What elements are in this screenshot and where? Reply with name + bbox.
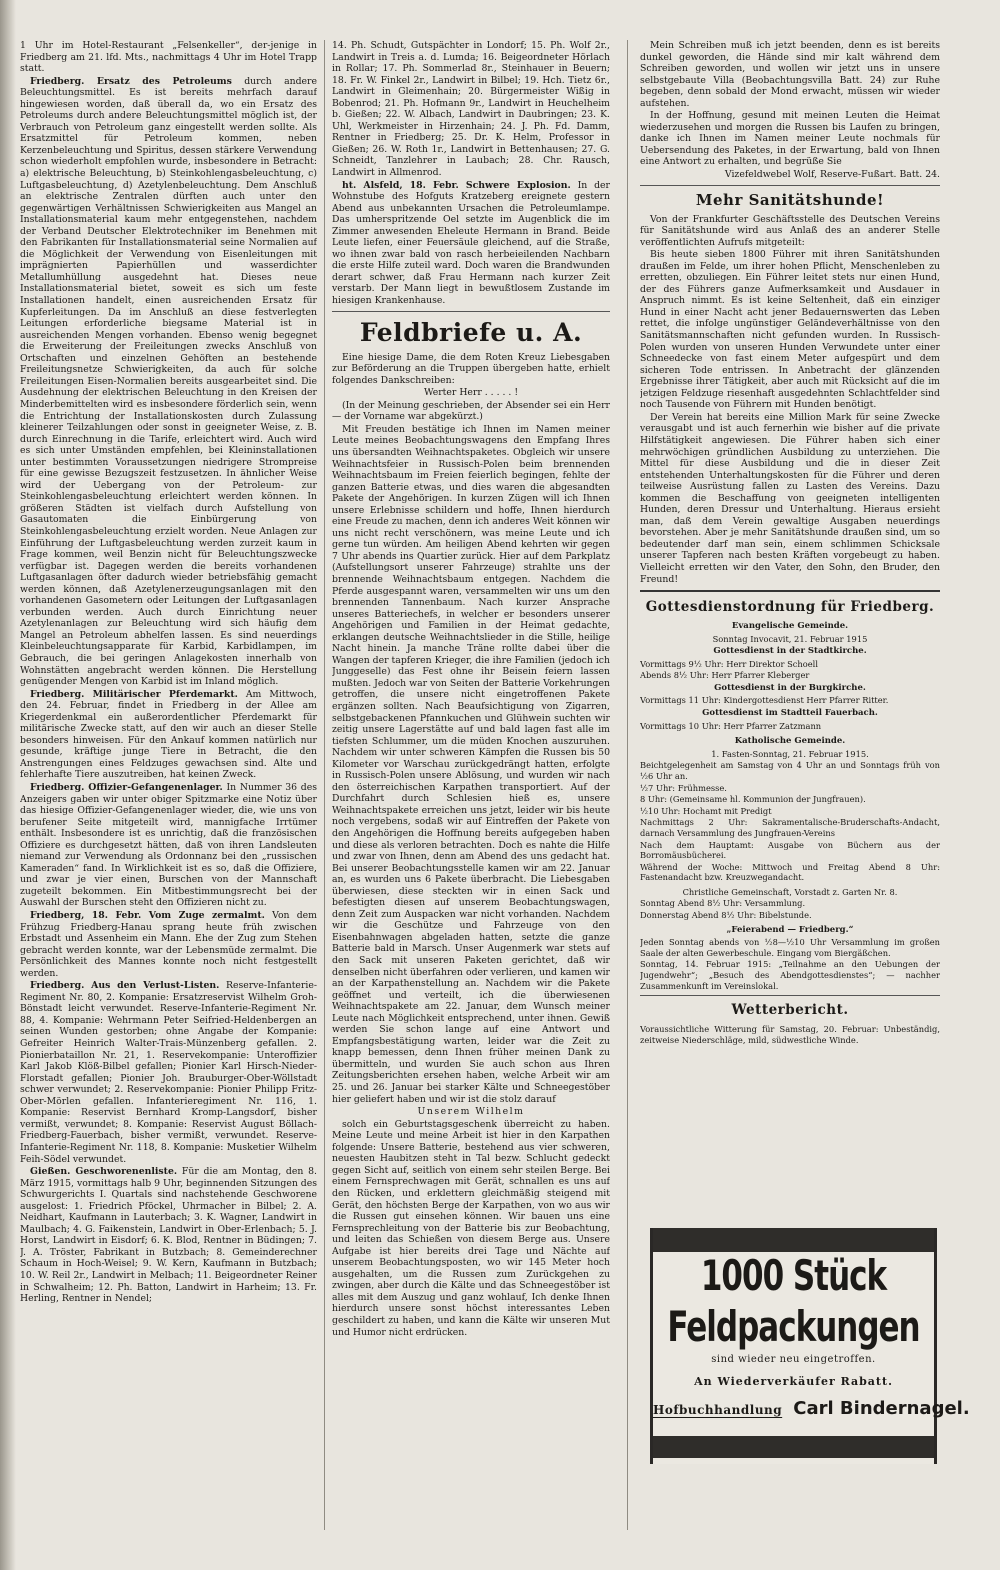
article-explosion-head: ht. Alsfeld, 18. Febr. Schwere Explosion.: [342, 179, 571, 191]
sanitaetshunde-body-3: Der Verein hat bereits eine Million Mark für seine Zwecke verausgabt und ist auch fernerhin wie bisher auf die private Hilfstätigkeit angewiesen. Die Führer haben sich einer mehrwöchigen gründlichen Ausbildung zu unterziehen. Die Mittel für diese Ausbildung und die in dieser Zeit entstehenden Unterhaltungskosten für die Führer und deren teilweise Ausrüstung fallen zu Lasten des Vereins. Dazu kommen die Beschaffung von geeigneten intelligenten Hunden, deren Dressur und Unterhaltung. Hieraus ersieht man, daß dem Verein gewaltige Ausgaben neuerdings bevorstehen. Aber je mehr Sanitätshunde draußen sind, um so bedeutender darf man sein, einem schlimmen Schicksale unserer Tapferen nach besten Kräften vorgebeugt zu haben. Vielleicht erretten wir den Vater, den Sohn, den Bruder, den Freund!: [640, 411, 940, 585]
ad-discount: An Wiederverkäufer Rabatt.: [694, 1375, 893, 1388]
article-gefangenenlager: [20, 782, 317, 909]
ad-subtitle: sind wieder neu eingetroffen.: [711, 1354, 876, 1365]
article-geschworene-head: Gießen. Geschworenenliste.: [30, 1166, 178, 1178]
article-zug-head: Friedberg, 18. Febr. Vom Zuge zermalmt.: [30, 910, 265, 922]
article-petroleum-body: durch andere Beleuchtungsmittel. Es ist bereits mehrfach darauf hingewiesen worden, daß überall da, wo ein Ersatz des Petroleums durch andere Beleuchtungsmittel möglich ist, der Verbrauch von Petroleum ganz eingestellt werden sollte. Als Ersatzmittel für Petroleum kommen, neben Kerzenbeleuchtung und Spiritus, dessen stärkere Verwendung schon wiederholt empfohlen wurde, insbesondere in Betracht: a) elektrische Beleuchtung, b) Steinkohlengasbeleuchtung, c) Luftgasbeleuchtung, d) Azetylenbeleuchtung. Dem Anschluß an elektrische Zentralen dürften auch unter den gegenwärtigen Verhältnissen Schwierigkeiten aus Mangel an Installationsmaterial kaum mehr entgegenstehen, nachdem der Verband Deutscher Elektrotechniker im Benehmen mit den Fabrikanten für Installationsmaterial seine Normalien auf die Möglichkeit der Verwendung von Eisenleitungen mit imprägnierten Papierhüllen und wasserdichter Metallumhüllung ausgedehnt hat. Dieses neue Installationsmaterial bietet, soweit es sich um feste Installationen handelt, einen ausreichenden Ersatz für Kupferleitungen. Da im Anschluß an diese festverlegten Leitungen erforderliche biegsame Material ist in ausreichenden Mengen vorhanden. Ebenso wenig begegnet die Erweiterung der Freileitungen zwecks Anschluß von Ortschaften und einzelnen Gehöften an bestehende Freileitungsnetze Schwierigkeiten, da auch für solche Freileitungen Eisen-Normalien bereits ausgearbeitet sind. Die Ausdehnung der elektrischen Beleuchtung in den Kreisen der Minderbemittelten wird es insbesondere förderlich sein, wenn die Entrichtung der Installationskosten durch Zulassung kleinerer Teilzahlungen oder sonst in geeigneter Weise, z. B. durch Einrechnung in die Tarife, erleichtert wird. Auch wird es sich unter Umständen empfehlen, bei Kleininstallationen unter bestimmten Voraussetzungen niedrigere Strompreise für eine gewisse Bezugszeit festzusetzen. In ähnlicher Weise wird der Uebergang von der Petroleum- zur Steinkohlengasbeleuchtung erleichtert werden können. In größeren Städten ist vielfach durch Aufstellung von Gasautomaten die Einbürgerung von Steinkohlengasbeleuchtung erzielt worden. Neue Anlagen zur Einführung der Luftgasbeleuchtung werden zurzeit kaum in Frage kommen, weil Benzin nicht für Beleuchtungszwecke verfügbar ist. Dagegen werden die bereits vorhandenen Luftgasanlagen öfter dadurch wieder betriebsfähig gemacht werden können, daß Azetylenerzeugungsanlagen mit den vorhandenen Gasometern oder Leitungen der Luftgasanlagen verbunden werden. Auch durch Einrichtung neuer Azetylenanlagen zur Beleuchtung wird sich häufig dem Mangel an Petroleum abhelfen lassen. Es sind neuerdings Kleinbeleuchtungsapparate für Karbid, Karbidlampen, im Gebrauch, die bei geringen Anlagekosten innerhalb von Wohnstätten angebracht werden können. Die Herstellung genügender Mengen von Karbid ist im Inland möglich.: [20, 75, 317, 688]
feldbriefe-body-2: solch ein Geburtstagsgeschenk überreicht zu haben. Meine Leute und meine Arbeit ist hier in den Karpathen folgende: Unsere Batterie, bestehend aus vier schweren, neuesten Haubitzen steht in Tal bezw. Schlucht gedeckt gegen Sicht auf, seitlich von einem sehr steilen Berge. Bei einem Fernsprechwagen mit Gerät, schnallen es uns auf den Rücken, und erklettern gleichmäßig steigend mit Gerät, den höchsten Berge der Karpathen, von wo aus wir die Russen gut einsehen können. Wir bauen uns eine Fernsprechleitung von der Batterie bis zur Beobachtung, und leiten das Schießen von diesem Berge aus. Unsere Aufgabe ist hier bereits drei Tage und Nächte auf unserem Beobachtungsposten, wo wir 145 Meter hoch ausgehalten, um die Russen zum Zurückgehen zu zwingen, aber durch die Kälte und das Schneegestöber ist alles mit dem Auszug und ganz wohlauf, Ich denke Ihnen hierdurch unsere sonst höchst interessantes Leben geschildert zu haben, und kann die Kälte wir unseren Mut und Humor nicht erdrücken.: [332, 1118, 610, 1338]
kath-line-6: Nachmittags 2 Uhr: Sakramentalische-Bruderschafts-Andacht, darnach Versammlung des Jungfrauen-Vereins: [640, 817, 940, 838]
stadtkirche-line-1: Vormittags 9½ Uhr: Herr Direktor Schoell: [640, 658, 818, 669]
column-2: [332, 40, 610, 1540]
ad-seller: [653, 1398, 970, 1419]
feldbriefe-note: (In der Meinung geschrieben, der Absender sei ein Herr — der Vorname war abgekürzt.): [332, 399, 610, 423]
divider: [332, 311, 610, 312]
fauerbach-line-1: Vormittags 10 Uhr: Herr Pfarrer Zatzmann: [640, 720, 822, 731]
column-1: [20, 40, 317, 1540]
christ-line-3: Donnerstag Abend 8½ Uhr: Bibelstunde.: [640, 910, 812, 921]
feldbriefe-salutation: Werter Herr . . . . . !: [423, 387, 519, 399]
feldbriefe-wilhelm: Unserem Wilhelm: [417, 1106, 525, 1118]
article-pferdemarkt-head: Friedberg. Militärischer Pferdemarkt.: [30, 688, 238, 700]
wetter-body: Voraussichtliche Witterung für Samstag, 20. Februar: Unbeständig, zeitweise Niederschläge, mild, südwestliche Winde.: [640, 1024, 940, 1045]
kath-line-4: 8 Uhr: (Gemeinsame hl. Kommunion der Jungfrauen).: [640, 794, 866, 805]
kath-line-2: Beichtgelegenheit am Samstag von 4 Uhr an und Sonntags früh von ½6 Uhr an.: [640, 760, 940, 781]
christ-line-2: Sonntag Abend 8½ Uhr: Versammlung.: [640, 898, 806, 909]
column-rule-2: [627, 40, 628, 1530]
letter-end-2: In der Hoffnung, gesund mit meinen Leuten die Heimat wiederzusehen und morgen die Russen bis Laufen zu bringen, danke ich Ihnen im Namen meiner Leute nochmals für Uebersendung des Paketes, in der Erwartung, bald von Ihnen eine Antwort zu erhalten, und begrüße Sie: [640, 110, 940, 168]
geschworene-continued: 14. Ph. Schudt, Gutspächter in Londorf; 15. Ph. Wolf 2r., Landwirt in Treis a. d. Lumda; 16. Beigeordneter Hörlach in Rollar; 17. Ph. Sommerlad 8r., Steinhauer in Beuern; 18. Fr. W. Finkel 2r., Landwirt in Bilbel; 19. Hch. Tietz 6r., Landwirt in Gleimenhain; 20. Bürgermeister Wißig in Bobenrod; 21. Ph. Hofmann 9r., Landwirt in Heuchelheim b. Gießen; 22. W. Albach, Landwirt in Daubringen; 23. K. Uhl, Werkmeister in Hirzenhain; 24. J. Ph. Fd. Damm, Rentner in Friedberg; 25. Dr. K. Helm, Professor in Gießen; 26. W. Roth 1r., Landwirt in Bettenhausen; 27. G. Schneidt, Tanzlehrer in Laubach; 28. Chr. Rausch, Landwirt in Allmenrod.: [332, 40, 610, 179]
kath-head: Katholische Gemeinde.: [734, 736, 846, 747]
article-gefangenenlager-head: Friedberg. Offizier-Gefangenenlager.: [30, 782, 223, 793]
gottesdienst-title: Gottesdienstordnung für Friedberg.: [645, 599, 935, 616]
sanitaetshunde-body-2: Bis heute sieben 1800 Führer mit ihren Sanitätshunden draußen im Felde, um ihrer hohen Pflicht, Menschenleben zu erretten, obzuliegen. Ein Führer leitet stets nur einen Hund, der des Führers ganze Aufmerksamkeit und Ausdauer in Anspruch nimmt. Es ist keine Seltenheit, daß ein einziger Hund in einer Nacht acht jener Bedauernswerten das Leben rettet, die infolge ungünstiger Geländeverhältnisse von den Sanitätsmannschaften nicht gefunden wurden. In Russisch-Polen wurden von unseren Hunden Verwundete unter einer Schneedecke von fast einem Meter aufgespürt und dem sicheren Tode entrissen. In Anbetracht der glänzenden Ergebnisse ihrer Tätigkeit, aber auch mit Rücksicht auf die im jetzigen Feldzuge riesenhaft ausgedehnten Schlachtfelder sind noch Tausende von Führern mit Hunden benötigt.: [640, 249, 940, 411]
article-pferdemarkt-body: Am Mittwoch, den 24. Februar, findet in Friedberg in der Allee am Kriegerdenkmal ein außerordentlicher Pferdemarkt für militärische Zwecke statt, auf den wir auch an dieser Stelle besonders hinweisen. Für den Ankauf kommen natürlich nur gesunde, kräftige junge Tiere in Betracht, die den Anstrengungen eines Feldzuges gewachsen sind. Alte und fehlerhafte Tiere auszutreiben, hat keinen Zweck.: [20, 688, 317, 781]
divider: [640, 590, 940, 592]
letter-end: Mein Schreiben muß ich jetzt beenden, denn es ist bereits dunkel geworden, die Hände sind mir kalt während dem Schreiben geworden, und wollen wir jetzt uns in unsere selbstgebaute Villa (Beobachtungsvilla Batt. 24) zur Ruhe begeben, denn sobald der Mond erwacht, müssen wir wieder aufstehen.: [640, 40, 940, 109]
article-zug-body: Von dem Frühzug Friedberg-Hanau sprang heute früh zwischen Erbstadt und Assenheim ein Mann. Ehe der Zug zum Stehen gebracht werden konnte, war der Lebensmüde zermalmt. Die Persönlichkeit des Mannes konnte noch nicht festgestellt werden.: [20, 910, 317, 979]
article-verlustlisten: [20, 980, 317, 1165]
feldbriefe-body-1: Mit Freuden bestätige ich Ihnen im Namen meiner Leute meines Beobachtungswagens den Empfang Ihres uns übersandten Weihnachtspaketes. Obgleich wir unsere Weihnachtsfeier in Russisch-Polen beim brennenden Weihnachtsbaum im Freien feierlich begingen, fehlte der ganzen Batterie etwas, und dies waren die abgesandten Pakete der Angehörigen. In kurzen Zügen will ich Ihnen unsere Erlebnisse schildern und hoffe, Ihnen hierdurch eine Freude zu machen, denn ich anderes Weit können wir uns nicht recht verschönern, was meine Leute und ich gerne tun würden. Am heiligen Abend kehrten wir gegen 7 Uhr abends ins Quartier zurück. Hier auf dem Parkplatz (Aufstellungsort unserer Fahrzeuge) strahlte uns der brennende Weihnachtsbaum entgegen. Nachdem die Pferde ausgespannt waren, versammelten wir uns um den brennenden Tannenbaum. Nach kurzer Ansprache unseres Batteriechefs, in welcher er besonders unserer Angehörigen und Familien in der Heimat gedachte, erklangen deutsche Weihnachtslieder in die Stille, heilige Nacht hinein. Ja manche Träne rollte dabei über die Wangen der tapferen Krieger, die ihre Familien (jedoch ich Junggeselle) das Fest ohne ihr Beisein feiern lassen mußten. Jedoch war von Seiten der Batterie Vorkehrungen getroffen, die unsere nicht eingetroffenen Pakete ergänzen sollten. Nach Beaufsichtigung von Zigarren, selbstgebackenen Pfannkuchen und Glühwein suchten wir zeitig unsere Lagerstätte auf und bald lagen fast alle im tiefsten Schlummer, um die müden Knochen auszuruhen. Nachdem wir unter schweren Kämpfen die Russen bis 50 Kilometer vor Warschau zurückgedrängt hatten, erfolgte in Russisch-Polen unsere Ablösung, und wurden wir nach den österreichischen Karpathen transportiert. Auf der Durchfahrt durch Schlesien hieß es, unsere Weihnachtspakete erreichen uns jetzt, leider wir bis heute noch vergebens, sodaß wir auf Eintreffen der Pakete von den Angehörigen die Hoffnung bereits aufgegeben haben und diese als verloren betrachten. Doch es nahte die Hilfe und zwar von Ihnen, denn am Abend des uns gedacht hat. Bei unserer Beobachtungsstelle kamen wir am 22. Januar an, es wurden uns 6 Pakete überbracht. Die Liebesgaben überwiesen, diese steckten wir in einen Sack und befestigten diesen auf unserem Beobachtungswagen, denn Zeit zum Auspacken war nicht vorhanden. Nachdem wir die Geschütze und Fahrzeuge von den Eisenbahnwagen abgeladen hatten, setzte die ganze Batterie bald in Marsch. Unser Augenmerk war stets auf den Sack mit unseren Paketen gerichtet, daß wir denselben nicht überfahren oder verlieren, und kamen wir an der Karpathenstellung an. Nachdem wir die Pakete geöffnet und verteilt, ich die überwiesenen Weihnachtspakete am 22. Januar, dem Wunsch meiner Leute nach Möglichkeit entsprechend, unter ihnen. Gewiß werden Sie schon lange auf eine Antwort und Empfangsbestätigung warten, leider war die Zeit zu knapp bemessen, denn Ihnen früher meinen Dank zu übermitteln, und wurden Sie auch schon aus Ihren Zeitungsberichten ersehen haben, welche Arbeit wir am 25. und 26. Januar bei starker Kälte und Schneegestöber hier geliefert haben und wir ist die stolz darauf: [332, 423, 610, 1105]
article-geschworene-body: Für die am Montag, den 8. März 1915, vormittags halb 9 Uhr, beginnenden Sitzungen des Schwurgerichts I. Quartals sind nachstehende Geschworene ausgelost: 1. Friedrich Pföckel, Uhrmacher in Bilbel; 2. A. Neidhart, Kaufmann in Lauterbach; 3. K. Wagner, Landwirt in Maulbach; 4. G. Faikenstein, Landwirt in Ober-Erlenbach; 5. J. Horst, Landwirt in Eisdorf; 6. K. Blod, Rentner in Büdingen; 7. J. A. Tröster, Fabrikant in Butzbach; 8. Gemeinderechner Schaum in Hoch-Weisel; 9. W. Kern, Kaufmann in Butzbach; 10. W. Reil 2r., Landwirt in Melbach; 11. Beigeordneter Reiner in Schwalheim; 12. Ph. Batton, Landwirt in Harheim; 13. Fr. Herling, Rentner in Nendel;: [20, 1166, 317, 1305]
article-pferdemarkt: [20, 689, 317, 781]
article-geschworene: [20, 1166, 317, 1305]
divider: [640, 185, 940, 186]
evang-date: Sonntag Invocavit, 21. Februar 1915: [712, 633, 868, 644]
divider: [640, 995, 940, 996]
letter-signature: Vizefeldwebel Wolf, Reserve-Fußart. Batt. 24.: [724, 169, 940, 181]
article-explosion: [332, 180, 610, 307]
article-gefangenenlager-body: In Nummer 36 des Anzeigers gaben wir unter obiger Spitzmarke eine Notiz über das hiesige Offizier-Gefangenenlager wieder, die, wie uns von berufener Seite mitgeteilt wird, mannigfache Irrtümer enthält. Insbesondere ist es unrichtig, daß die französischen Offiziere es durchgesetzt hätten, daß von ihren Landsleuten niemand zur Verwendung als Ordonnanz bei den „russischen Kameraden“ fand. In Wirklichkeit ist es so, daß die Offiziere, und zwar je vier einen, Burschen von der Mannschaft zugeteilt bekommen. Ein Mitbestimmungsrecht bei der Auswahl der Burschen steht den Offizieren nicht zu.: [20, 782, 317, 909]
stadtkirche-line-2: Abends 8½ Uhr: Herr Pfarrer Kleberger: [640, 670, 810, 681]
article-verlustlisten-head: Friedberg. Aus den Verlust-Listen.: [30, 980, 220, 992]
ad-owner-name: Carl Bindernagel.: [793, 1398, 970, 1419]
burgkirche-line-1: Vormittags 11 Uhr: Kindergottesdienst Herr Pfarrer Ritter.: [640, 695, 889, 706]
feierabend-head: „Feierabend — Friedberg.“: [726, 924, 854, 935]
christ-line-1: Christliche Gemeinschaft, Vorstadt z. Garten Nr. 8.: [682, 886, 898, 897]
intro-paragraph: 1 Uhr im Hotel-Restaurant „Felsenkeller“, der-jenige in Friedberg am 21. lfd. Mts., nachmittags 4 Uhr im Hotel Trapp statt.: [20, 40, 317, 75]
ad-bottom-bar: [653, 1436, 934, 1458]
sanitaetshunde-body-1: Von der Frankfurter Geschäftsstelle des Deutschen Vereins für Sanitätshunde wird aus Anlaß des an anderer Stelle veröffentlichten Aufrufs mitgeteilt:: [640, 213, 940, 248]
kath-line-5: ½10 Uhr: Hochamt mit Predigt: [640, 805, 772, 816]
burgkirche-head: Gottesdienst in der Burgkirche.: [714, 682, 866, 693]
fauerbach-head: Gottesdienst im Stadtteil Fauerbach.: [702, 708, 878, 719]
article-verlustlisten-body: Reserve-Infanterie-Regiment Nr. 80, 2. Kompanie: Ersatzreservist Wilhelm Groh-Bönstadt leicht verwundet. Reserve-Infanterie-Regiment Nr. 88, 4. Kompanie: Wehrmann Peter Seifried-Heldenbergen an seinen Wunden gestorben; ohne Angabe der Kompanie: Gefreiter Heinrich Walter-Trais-Münzenberg gefallen. 2. Pionierbataillon Nr. 21, 1. Reservekompanie: Unteroffizier Karl Jakob Klöß-Bilbel gefallen; Pionier Karl Hirsch-Nieder-Florstadt gefallen; Pionier Joh. Brauburger-Ober-Wöllstadt schwer verwundet; 2. Reservekompanie: Pionier Philipp Fritz-Ober-Mörlen gefallen. Infanterieregiment Nr. 116, 1. Kompanie: Reservist Bernhard Kromp-Langsdorf, bisher vermißt, verwundet; 8. Kompanie: Reservist August Böllach-Friedberg-Fauerbach, bisher vermißt, verwundet. Reserve-Infanterie-Regiment Nr. 118, 8. Kompanie: Musketier Wilhelm Feih-Södel verwundet.: [20, 980, 317, 1165]
kath-line-8: Während der Woche: Mittwoch und Freitag Abend 8 Uhr: Fastenandacht bzw. Kreuzwegandacht.: [640, 861, 940, 883]
article-explosion-body: In der Wohnstube des Hofguts Kratzeberg ereignete gestern Abend aus unbekannten Ursachen die Petroleumlampe. Das umherspritzende Oel setzte im Augenblick die im Zimmer anwesenden Eheleute Hermann in Brand. Beide Leute liefen, einer Feuersäule gleichend, auf die Straße, wo ihnen zwar bald von rasch herbeieilenden Nachbarn die erste Hilfe zuteil ward. Doch waren die Brandwunden derart schwer, daß Frau Hermann nach kurzer Zeit verstarb. Der Mann liegt in bewußtlosem Zustande im hiesigen Krankenhause.: [332, 179, 610, 307]
page-left-edge-shadow: [0, 0, 16, 1570]
advertisement: [650, 1228, 970, 1464]
ad-top-bar: [653, 1228, 934, 1252]
feierabend-line-1: Jeden Sonntag abends von ½8—½10 Uhr Versammlung im großen Saale der alten Gewerbeschule. Eingang vom Biergäßchen.: [640, 937, 940, 958]
article-petroleum: [20, 76, 317, 688]
kath-line-3: ½7 Uhr: Frühmesse.: [640, 782, 727, 793]
feldbriefe-title: Feldbriefe u. A.: [359, 317, 583, 347]
ad-title: 1000 Stück Feldpackungen: [667, 1252, 920, 1352]
ad-shop-name: Hofbuchhandlung: [653, 1403, 783, 1417]
feldbriefe-intro: Eine hiesige Dame, die dem Roten Kreuz Liebesgaben zur Beförderung an die Truppen übergeben hatte, erhielt folgendes Dankschreiben:: [332, 351, 610, 386]
kath-line-7: Nach dem Hauptamt: Ausgabe von Büchern aus der Borromäusbücherei.: [640, 839, 940, 861]
column-rule-1: [324, 40, 325, 1530]
sanitaetshunde-title: Mehr Sanitätshunde!: [695, 190, 885, 209]
wetter-title: Wetterbericht.: [731, 1002, 849, 1019]
stadtkirche-head: Gottesdienst in der Stadtkirche.: [713, 646, 867, 657]
feierabend-line-2: Sonntag, 14. Februar 1915: „Teilnahme an den Uebungen der Jugendwehr“; „Besuch des Abendgottesdienstes“; — nachher Zusammenkunft im Vereinslokal.: [640, 959, 940, 991]
article-zug: [20, 910, 317, 979]
article-petroleum-head: Friedberg. Ersatz des Petroleums: [30, 75, 232, 87]
evang-head: Evangelische Gemeinde.: [731, 621, 849, 632]
kath-line-1: 1. Fasten-Sonntag, 21. Februar 1915.: [711, 748, 869, 759]
